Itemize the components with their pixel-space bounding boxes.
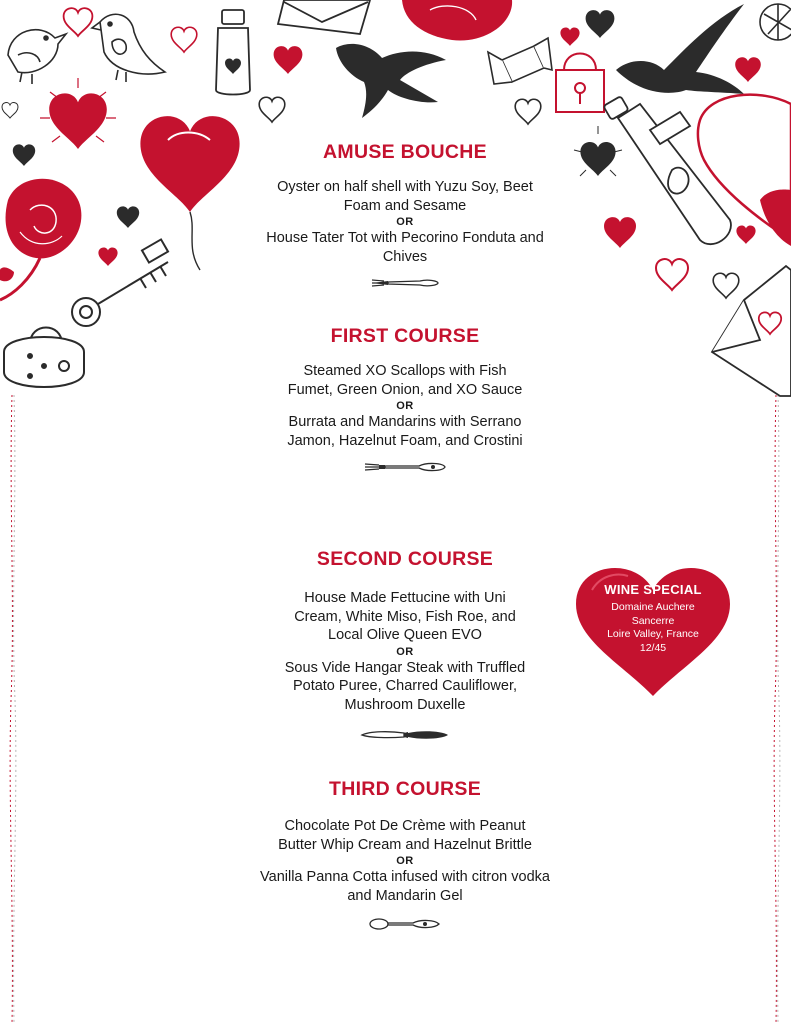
dish-option: Burrata and Mandarins with Serrano Jamon, Hazelnut Foam, and Crostini: [287, 414, 523, 449]
envelope-icon: [712, 266, 791, 396]
bird-icon: [92, 14, 165, 82]
course-second: [250, 548, 560, 742]
heart-icon: [560, 27, 579, 46]
wine-special-text: [572, 582, 734, 655]
padlock-icon: [4, 328, 84, 388]
bird-icon: [8, 30, 66, 84]
sparkle-icon: [40, 78, 116, 142]
dish-option: Vanilla Panna Cotta infused with citron vodka and Mandarin Gel: [260, 869, 550, 904]
spoon-icon: [369, 917, 441, 931]
wine-special-title: WINE SPECIAL: [604, 582, 702, 597]
heart-icon: [117, 206, 139, 228]
padlock-icon: [556, 54, 604, 113]
dish-option: Chocolate Pot De Crème with Peanut Butter Whip Cream and Hazelnut Brittle: [278, 818, 532, 853]
heart-icon: [274, 46, 303, 74]
or-separator: OR: [396, 855, 414, 867]
dish-option: Steamed XO Scallops with Fish Fumet, Green Onion, and XO Sauce: [287, 363, 523, 398]
big-heart-icon: [698, 95, 791, 246]
wine-price: 12/45: [639, 641, 667, 654]
course-third: [250, 778, 560, 931]
right-border-icon: [774, 395, 780, 1024]
heart-icon: [64, 8, 93, 36]
rose-icon: [402, 0, 512, 40]
heart-icon: [656, 259, 688, 290]
heart-icon: [13, 144, 35, 166]
bottle-icon: [216, 10, 250, 95]
heart-icon: [586, 10, 615, 38]
rose-icon: [760, 4, 791, 40]
sparkle-icon: [574, 126, 622, 176]
left-border-icon: [10, 395, 16, 1024]
heart-icon: [736, 225, 755, 244]
fork-icon: [370, 276, 440, 290]
or-separator: OR: [396, 216, 414, 228]
heart-icon: [171, 27, 197, 52]
rose-icon: [0, 179, 81, 300]
heart-icon: [98, 247, 117, 266]
or-separator: OR: [396, 400, 414, 412]
wine-producer: Domaine Auchere: [611, 601, 695, 613]
dish-option: House Made Fettucine with Uni Cream, White Miso, Fish Roe, and Local Olive Queen EVO: [294, 590, 516, 643]
or-separator: OR: [396, 645, 414, 658]
heart-icon: [2, 103, 18, 118]
dish-option: House Tater Tot with Pecorino Fonduta and Chives: [266, 230, 544, 265]
course-title: AMUSE BOUCHE: [323, 141, 487, 163]
course-title: FIRST COURSE: [330, 325, 480, 347]
knife-icon: [360, 728, 450, 742]
swallow-icon: [616, 4, 744, 94]
fork-icon: [363, 460, 447, 474]
envelope-icon: [278, 0, 370, 34]
course-first: [250, 325, 560, 474]
heart-icon: [259, 97, 285, 122]
course-amuse-bouche: [250, 141, 560, 290]
wine-special-badge: [572, 560, 734, 700]
balloon-heart-icon: [140, 116, 239, 270]
wine-name: Sancerre: [631, 614, 675, 627]
dish-option: Oyster on half shell with Yuzu Soy, Beet Foam and Sesame: [277, 179, 533, 214]
heart-icon: [515, 99, 541, 124]
heart-icon: [580, 142, 615, 176]
candy-icon: [488, 38, 552, 84]
bottle-icon: [603, 96, 731, 244]
course-title: THIRD COURSE: [328, 778, 482, 800]
wine-region: Loire Valley, France: [607, 628, 699, 640]
swallow-icon: [336, 44, 446, 118]
course-title: SECOND COURSE: [316, 548, 494, 570]
key-icon: [72, 239, 168, 326]
heart-icon: [713, 273, 739, 298]
dish-option: Sous Vide Hangar Steak with Truffled Potato Puree, Charred Cauliflower, Mushroom Duxelle: [284, 659, 526, 713]
heart-icon: [49, 93, 107, 149]
heart-icon: [735, 57, 761, 82]
heart-icon: [604, 217, 636, 248]
